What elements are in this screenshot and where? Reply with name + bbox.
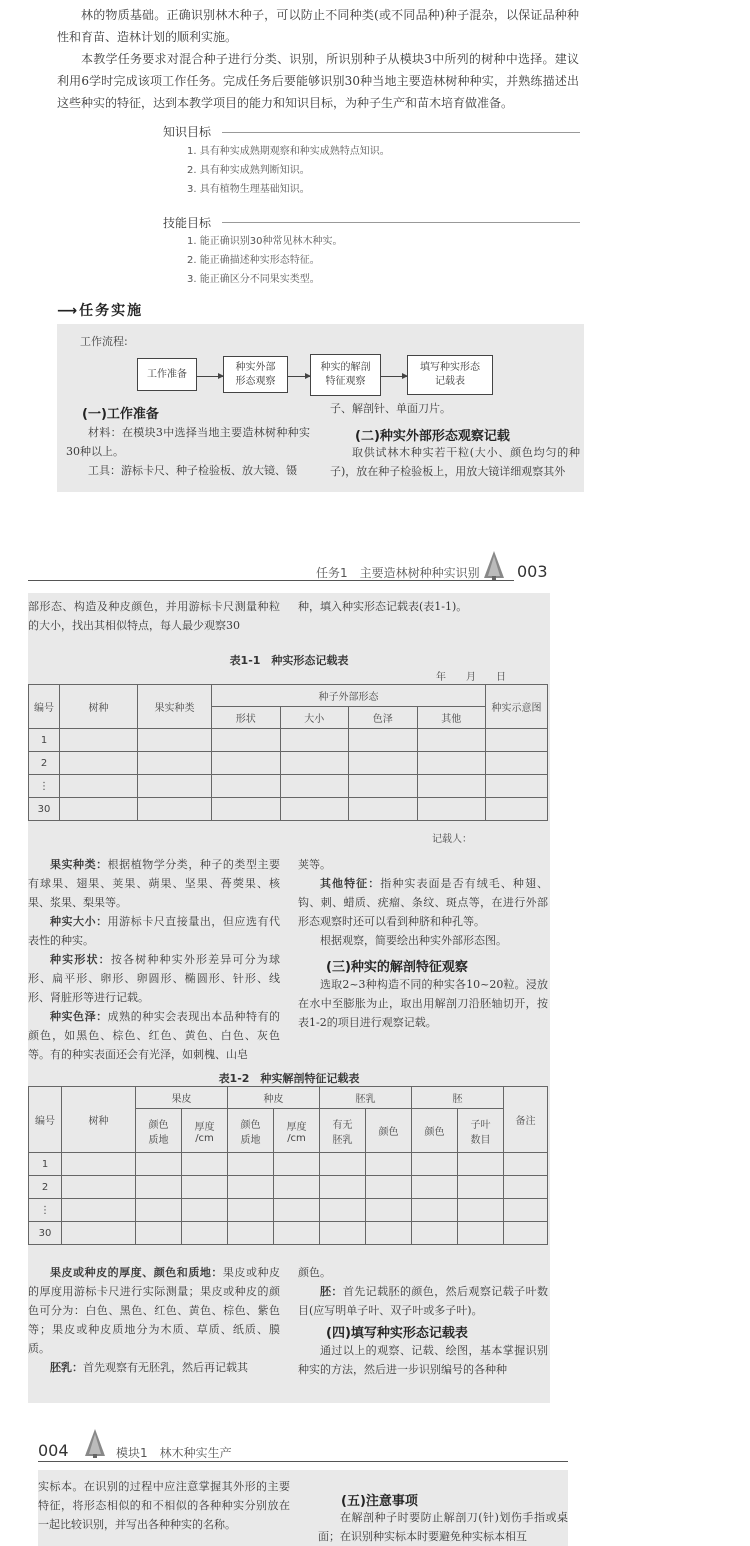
table-row bbox=[29, 752, 548, 775]
fill-text: 通过以上的观察、记载、绘图，基本掌握识别种实的方法，然后进一步识别编号的各种种 bbox=[298, 1344, 548, 1376]
bottom-left-paragraphs bbox=[28, 1263, 280, 1377]
para-fruit-type bbox=[28, 855, 280, 912]
page-004-header-rule bbox=[38, 1461, 568, 1462]
flow-step-prep: 工作准备 bbox=[137, 358, 197, 391]
bottom-right-tail: 颜色。 bbox=[298, 1266, 331, 1279]
table2-sub-thickness: 厚度 /cm bbox=[274, 1109, 320, 1153]
notes-text: 在解剖种子时要防止解剖刀(针)划伤手指或桌面；在识别种实标本时要避免种实标本相互 bbox=[318, 1511, 568, 1543]
table-row bbox=[29, 729, 548, 752]
skill-goal-item: 3. 能正确区分不同果实类型。 bbox=[187, 274, 320, 285]
para-other-features bbox=[298, 874, 548, 931]
para-lead: 种实形状： bbox=[50, 953, 111, 966]
para-text: 按各树种种实外形差异可分为球形、扁平形、卵形、卵圆形、椭圆形、针形、线形、肾脏形等进行记载。 bbox=[28, 953, 281, 1004]
page-003-header-title: 任务1 主要造林树种种实识别 bbox=[316, 566, 480, 580]
para-lead: 果实种类： bbox=[50, 858, 108, 871]
skill-goal-rule bbox=[222, 222, 580, 223]
knowledge-goal-item: 1. 具有种实成熟期观察和种实成熟特点知识。 bbox=[187, 146, 390, 157]
table-row bbox=[29, 1222, 548, 1245]
para-lead: 胚乳： bbox=[50, 1361, 83, 1374]
table1-caption: 表1-1 种实形态记载表 bbox=[229, 654, 349, 667]
table-row bbox=[29, 1199, 548, 1222]
left-column-paragraphs bbox=[28, 855, 280, 1064]
table-cell: 1 bbox=[29, 729, 60, 752]
section-title-text: 任务实施 bbox=[79, 303, 144, 319]
page-003-number: 003 bbox=[517, 562, 548, 581]
table2-header-no: 编号 bbox=[29, 1087, 62, 1153]
fill-heading: (四)填写种实形态记载表 bbox=[326, 1326, 468, 1341]
para-seed-shape bbox=[28, 950, 280, 1007]
table2-sub-thickness: 厚度 /cm bbox=[182, 1109, 228, 1153]
table2-header-seedcoat: 种皮 bbox=[228, 1087, 320, 1109]
para-text: 果皮或种皮的厚度用游标卡尺进行实际测量；果皮或种皮的颜色可分为：白色、黑色、红色、黄色、棕色、紫色等；果皮或种皮质地分为木质、草质、纸质、膜质。 bbox=[28, 1266, 281, 1355]
right-column-paragraphs bbox=[298, 855, 548, 950]
skill-goal-title: 技能目标 bbox=[163, 216, 212, 230]
table-cell: ⋮ bbox=[29, 775, 60, 798]
table2-sub-color-texture: 颜色 质地 bbox=[136, 1109, 182, 1153]
tree-icon bbox=[80, 1428, 110, 1458]
para-lead: 果皮或种皮的厚度、颜色和质地： bbox=[50, 1266, 223, 1279]
para-text: 指种实表面是否有绒毛、种翅、钩、刺、蜡质、疣瘤、条纹、斑点等，在进行外部形态观察时还可以看到种脐和种孔等。 bbox=[298, 877, 549, 928]
para-endosperm bbox=[28, 1358, 280, 1377]
bottom-right-paragraphs bbox=[298, 1263, 548, 1320]
knowledge-goal-list bbox=[187, 142, 390, 199]
continuation-left: 部形态、构造及种皮颜色，并用游标卡尺测量种粒的大小，找出其相似特点，每人最少观察30 bbox=[28, 600, 280, 632]
flow-step-dissect: 种实的解剖 特征观察 bbox=[310, 354, 381, 396]
knowledge-goal-title: 知识目标 bbox=[163, 125, 212, 139]
table2-header-pericarp: 果皮 bbox=[136, 1087, 228, 1109]
flow-arrow bbox=[288, 376, 310, 377]
para-text: 首先观察有无胚乳，然后再记载其 bbox=[83, 1361, 248, 1374]
observation-text: 取供试林木种实若干粒(大小、颜色均匀的种子)，放在种子检验板上，用放大镜详细观察其外 bbox=[330, 446, 580, 478]
knowledge-goal-rule bbox=[222, 132, 580, 133]
table-cell: ⋮ bbox=[29, 1199, 62, 1222]
table1-header-no: 编号 bbox=[29, 685, 60, 729]
section-title bbox=[57, 300, 143, 320]
table2-header-note: 备注 bbox=[504, 1087, 548, 1153]
table2-caption: 表1-2 种实解剖特征记载表 bbox=[218, 1072, 360, 1085]
table-row bbox=[29, 1176, 548, 1199]
table1-header-color: 色泽 bbox=[349, 707, 418, 729]
table1-header-size: 大小 bbox=[280, 707, 349, 729]
table1-header-fruit: 果实种类 bbox=[138, 685, 212, 729]
table1-header-sketch: 种实示意图 bbox=[486, 685, 548, 729]
table2-sub-has-endosperm: 有无 胚乳 bbox=[320, 1109, 366, 1153]
para-text: 成熟的种实会表现出本品种特有的颜色，如黑色、棕色、红色、黄色、白色、灰色等。有的种实表面还会有光泽，如刺槐、山皂 bbox=[28, 1010, 281, 1061]
flow-step-external: 种实外部 形态观察 bbox=[223, 356, 288, 393]
para-lead: 其他特征： bbox=[320, 877, 381, 890]
flow-label: 工作流程: bbox=[80, 335, 128, 348]
flow-step-fill: 填写种实形态 记载表 bbox=[407, 355, 493, 395]
page-004-header-title: 模块1 林木种实生产 bbox=[116, 1446, 232, 1460]
para-thickness bbox=[28, 1263, 280, 1358]
flow-arrow bbox=[197, 376, 223, 377]
flow-arrow bbox=[381, 376, 407, 377]
continuation-right: 种，填入种实形态记载表(表1-1)。 bbox=[298, 600, 468, 613]
tree-icon bbox=[479, 550, 509, 580]
para-text: 用游标卡尺直接量出，但应选有代表性的种实。 bbox=[28, 915, 281, 947]
table-cell: 2 bbox=[29, 1176, 62, 1199]
para-embryo bbox=[298, 1282, 548, 1320]
para-lead: 种实大小： bbox=[50, 915, 108, 928]
seed-dissection-table bbox=[28, 1086, 548, 1245]
knowledge-goal-item: 3. 具有植物生理基础知识。 bbox=[187, 184, 310, 195]
para-draw: 根据观察，简要绘出种实外部形态图。 bbox=[320, 934, 507, 947]
dissect-text: 选取2~3种构造不同的种实各10~20粒。浸放在水中至膨胀为止，取出用解剖刀沿胚轴切开，按表1-2的项目进行观察记载。 bbox=[298, 978, 548, 1029]
page-004-number: 004 bbox=[38, 1441, 69, 1460]
skill-goal-list bbox=[187, 232, 342, 289]
table-cell: 2 bbox=[29, 752, 60, 775]
observation-heading: (二)种实外部形态观察记载 bbox=[355, 429, 510, 444]
table-cell: 30 bbox=[29, 798, 60, 821]
table2-sub-color: 颜色 bbox=[412, 1109, 458, 1153]
table-cell: 1 bbox=[29, 1153, 62, 1176]
table2-sub-color-texture: 颜色 质地 bbox=[228, 1109, 274, 1153]
table2-sub-color: 颜色 bbox=[366, 1109, 412, 1153]
seed-morphology-table bbox=[28, 684, 548, 821]
arrow-right-icon: ⟶ bbox=[57, 303, 80, 319]
knowledge-goal-item: 2. 具有种实成熟判断知识。 bbox=[187, 165, 310, 176]
prep-text bbox=[66, 423, 310, 480]
intro-paragraph-2: 本教学任务要求对混合种子进行分类、识别，所识别种子从模块3中所列的树种中选择。建议利用6学时完成该项工作任务。完成任务后要能够识别30种当地主要造林树种种实，并熟练描述出这些种实的特征，达到本教学项目的能力和知识目标，为种子生产和苗木培育做准备。 bbox=[57, 52, 579, 110]
para-seed-color bbox=[28, 1007, 280, 1064]
table1-header-tree: 树种 bbox=[60, 685, 138, 729]
table1-header-shape: 形状 bbox=[212, 707, 281, 729]
table1-header-other: 其他 bbox=[417, 707, 486, 729]
table-row bbox=[29, 798, 548, 821]
table1-date: 年 月 日 bbox=[436, 672, 506, 683]
table-cell: 30 bbox=[29, 1222, 62, 1245]
para-lead: 胚： bbox=[320, 1285, 343, 1298]
notes-heading: (五)注意事项 bbox=[341, 1494, 418, 1509]
right-tail-text: 子、解剖针、单面刀片。 bbox=[330, 402, 451, 415]
prep-materials: 材料：在模块3中选择当地主要造林树种种实30种以上。 bbox=[66, 426, 310, 458]
page-004-left-text: 实标本。在识别的过程中应注意掌握其外形的主要特征，将形态相似的和不相似的各种种实分别放在一起比较识别，并写出各种种实的名称。 bbox=[38, 1480, 290, 1531]
prep-heading: (一)工作准备 bbox=[82, 407, 159, 422]
table1-header-external: 种子外部形态 bbox=[212, 685, 486, 707]
table2-sub-cotyledon: 子叶 数目 bbox=[458, 1109, 504, 1153]
table-row bbox=[29, 1153, 548, 1176]
skill-goal-item: 1. 能正确识别30种常见林木种实。 bbox=[187, 236, 343, 247]
table2-header-embryo: 胚 bbox=[412, 1087, 504, 1109]
table2-header-tree: 树种 bbox=[62, 1087, 136, 1153]
para-lead: 种实色泽： bbox=[50, 1010, 108, 1023]
right-tail: 荚等。 bbox=[298, 858, 331, 871]
table1-recorder: 记载人： bbox=[432, 834, 472, 845]
table-row bbox=[29, 775, 548, 798]
skill-goal-item: 2. 能正确描述种实形态特征。 bbox=[187, 255, 320, 266]
para-text: 首先记载胚的颜色，然后观察记载子叶数目(应写明单子叶、双子叶或多子叶)。 bbox=[298, 1285, 549, 1317]
prep-tools: 工具：游标卡尺、种子检验板、放大镜、镊 bbox=[88, 464, 297, 477]
table2-header-endosperm: 胚乳 bbox=[320, 1087, 412, 1109]
intro-paragraph-1: 林的物质基础。正确识别林木种子，可以防止不同种类(或不同品种)种子混杂，以保证品种种性和育苗、造林计划的顺利实施。 bbox=[57, 8, 579, 44]
para-seed-size bbox=[28, 912, 280, 950]
para-text: 根据植物学分类，种子的类型主要有球果、翅果、荚果、蒴果、坚果、蓇葖果、核果、浆果、梨果等。 bbox=[28, 858, 281, 909]
dissect-heading: (三)种实的解剖特征观察 bbox=[326, 960, 468, 975]
